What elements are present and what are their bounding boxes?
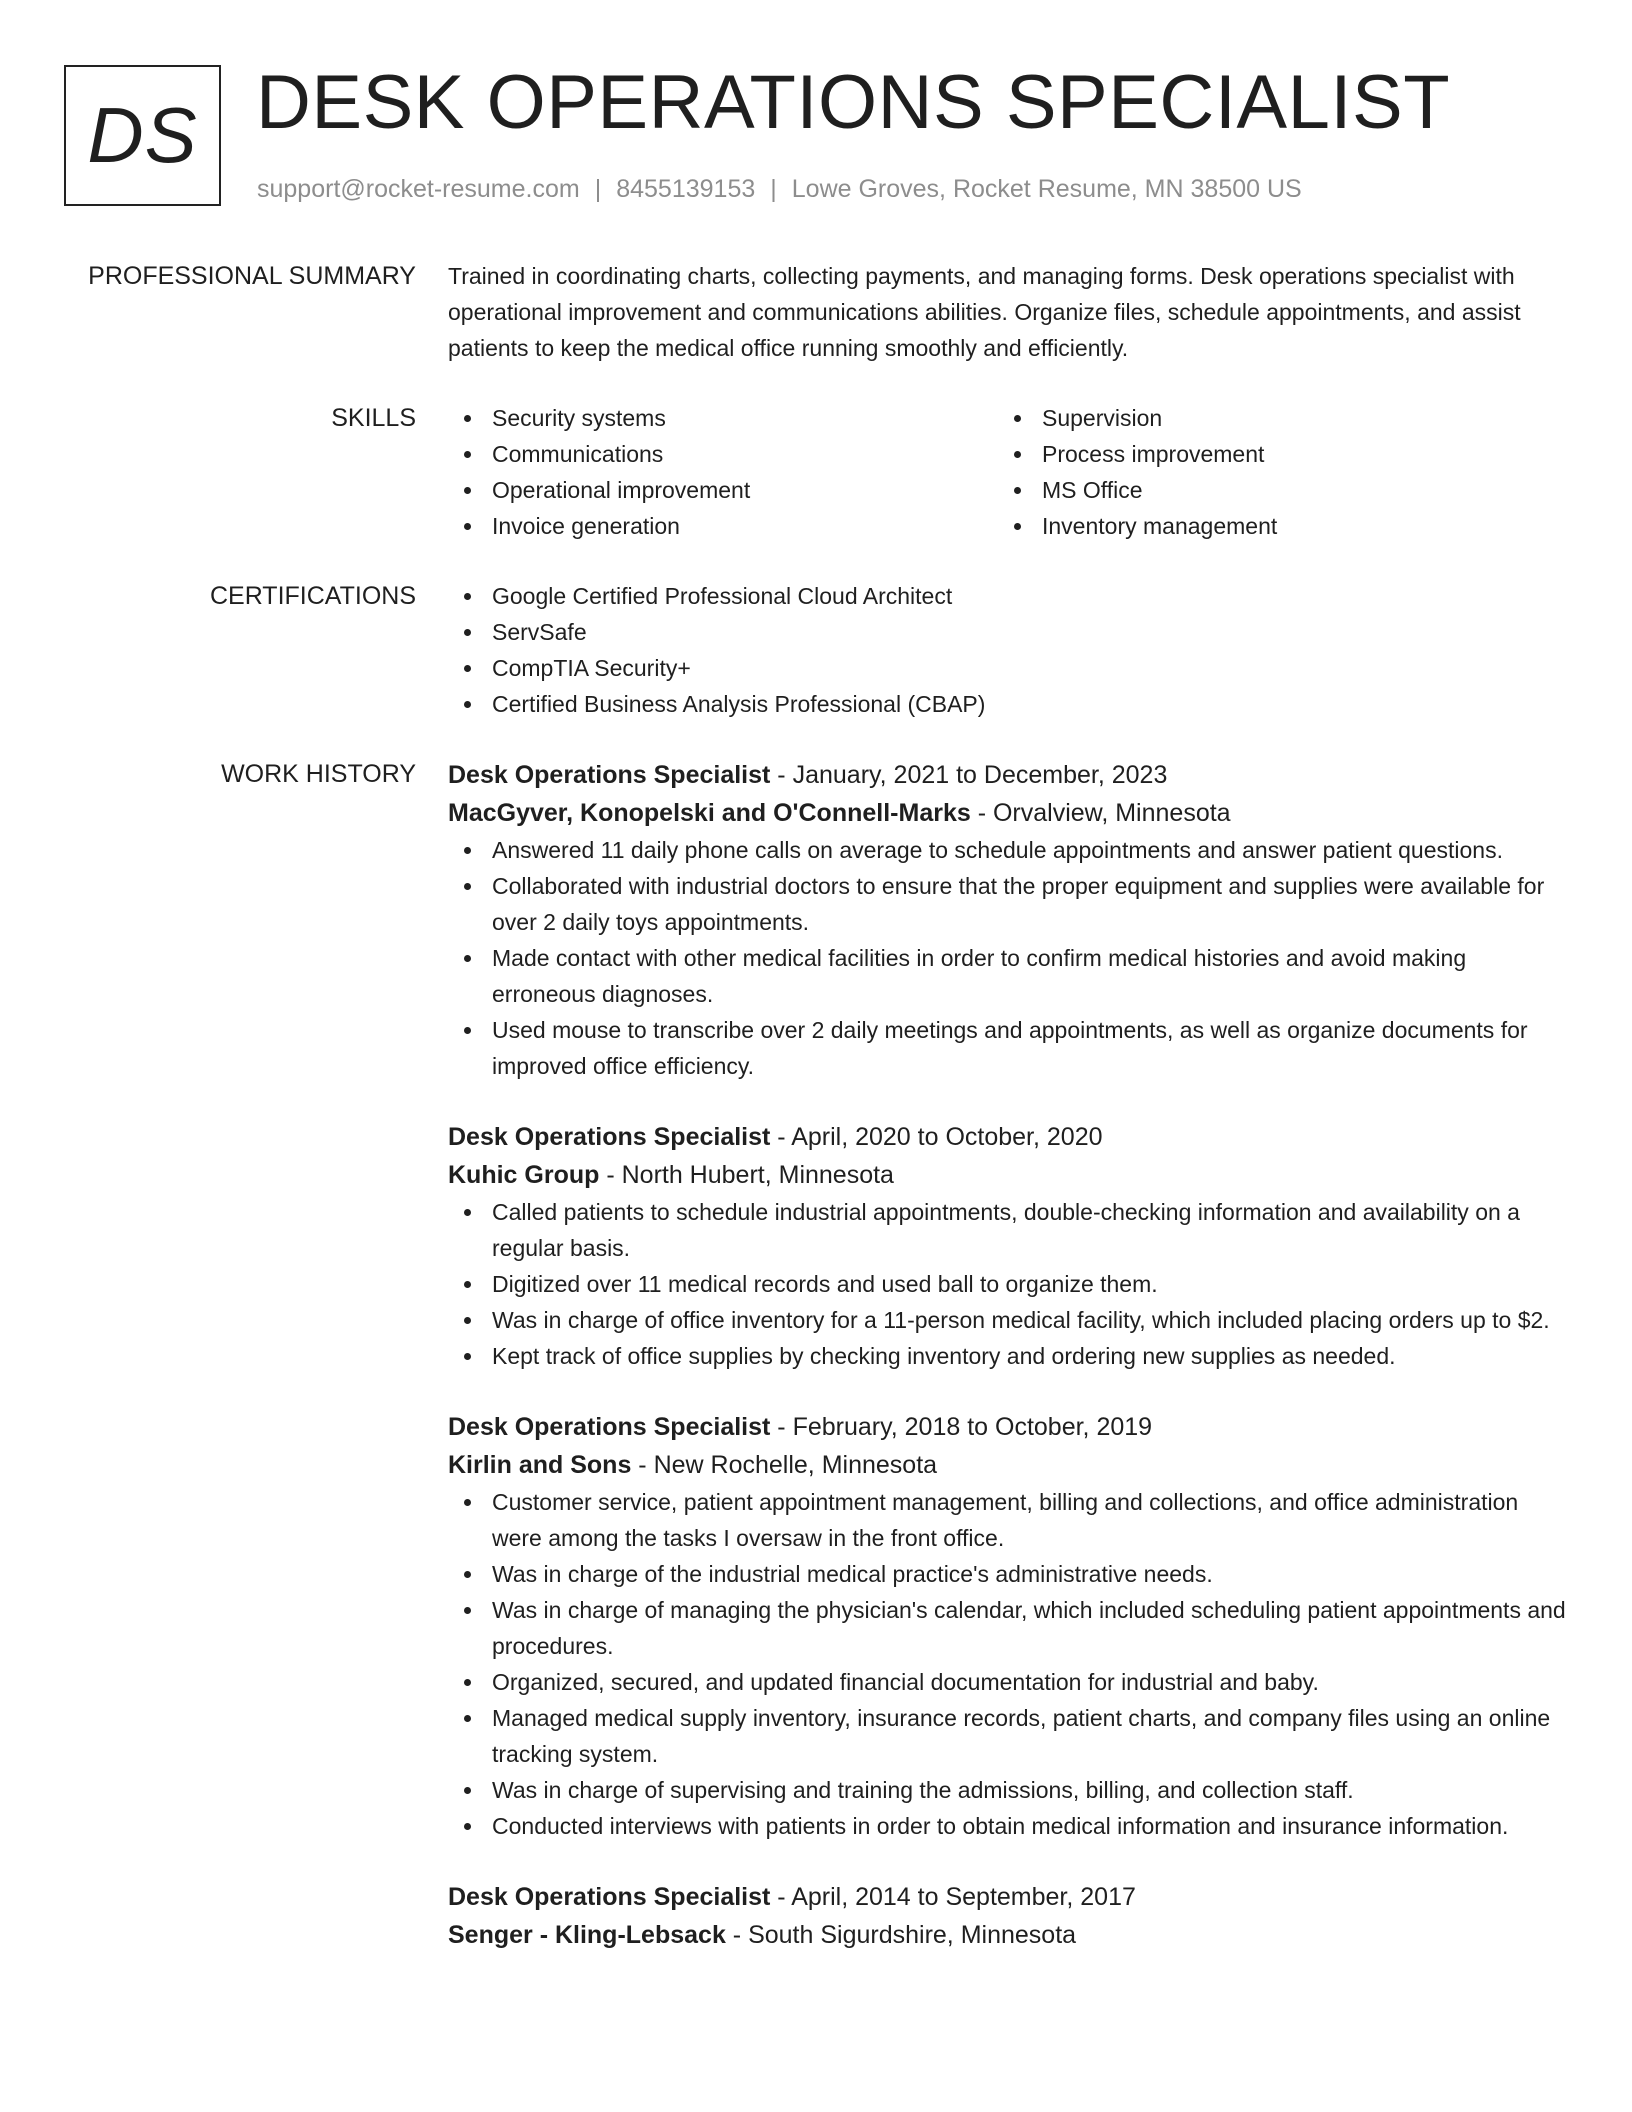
job-dates: - February, 2018 to October, 2019 — [770, 1413, 1153, 1441]
section-label-summary: PROFESSIONAL SUMMARY — [88, 262, 416, 290]
job-bullet: Was in charge of managing the physician's calendar, which included scheduling patient appointments and procedures. — [448, 1592, 1568, 1664]
skills-section — [0, 400, 1632, 544]
candidate-title: DESK OPERATIONS SPECIALIST — [256, 60, 1451, 145]
certifications-list — [448, 578, 1568, 722]
job-bullet: Was in charge of the industrial medical practice's administrative needs. — [448, 1556, 1568, 1592]
job-location: - South Sigurdshire, Minnesota — [725, 1921, 1077, 1949]
certification-item: ServSafe — [448, 614, 1568, 650]
section-label-certifications: CERTIFICATIONS — [209, 582, 416, 610]
summary-text: Trained in coordinating charts, collecting payments, and managing forms. Desk operations specialist with operational improvement and communications abilities. Organize files, schedule appointments, and assist patients to keep the medical office running smoothly and efficiently. — [448, 263, 1521, 361]
initials-monogram: DS — [64, 65, 221, 206]
job-bullet: Answered 11 daily phone calls on average to schedule appointments and answer patient questions. — [448, 832, 1568, 868]
job-bullets — [448, 1484, 1568, 1844]
job-bullet: Kept track of office supplies by checking inventory and ordering new supplies as needed. — [448, 1338, 1568, 1374]
certifications-section — [0, 578, 1632, 722]
work-history-body — [448, 756, 1568, 1988]
skill-item: Security systems — [448, 400, 998, 436]
job-bullets — [448, 832, 1568, 1084]
certification-item: Certified Business Analysis Professional (CBAP) — [448, 686, 1568, 722]
job-company-line — [448, 1446, 1568, 1484]
job-bullet: Called patients to schedule industrial appointments, double-checking information and availability on a regular basis. — [448, 1194, 1568, 1266]
job-title: Desk Operations Specialist — [448, 1883, 771, 1911]
job-company-line — [448, 1916, 1568, 1954]
certifications-body — [448, 578, 1568, 722]
contact-email[interactable]: support@rocket-resume.com — [257, 175, 580, 203]
job-bullet: Made contact with other medical facilities in order to confirm medical histories and avoid making erroneous diagnoses. — [448, 940, 1568, 1012]
skill-item: Communications — [448, 436, 998, 472]
job-bullet: Organized, secured, and updated financial documentation for industrial and baby. — [448, 1664, 1568, 1700]
job-dates: - April, 2020 to October, 2020 — [770, 1123, 1103, 1151]
job-bullets — [448, 1194, 1568, 1374]
skill-item: Process improvement — [998, 436, 1558, 472]
certification-item: Google Certified Professional Cloud Architect — [448, 578, 1568, 614]
job-company: Senger - Kling-Lebsack — [448, 1921, 726, 1949]
job-entry — [448, 1408, 1568, 1844]
work-history-section — [0, 756, 1632, 1988]
job-dates: - January, 2021 to December, 2023 — [770, 761, 1168, 789]
job-entry — [448, 1118, 1568, 1374]
job-entry — [448, 1878, 1568, 1954]
skill-item: MS Office — [998, 472, 1558, 508]
job-company-line — [448, 794, 1568, 832]
skill-item: Inventory management — [998, 508, 1558, 544]
job-bullet: Was in charge of supervising and training the admissions, billing, and collection staff. — [448, 1772, 1568, 1808]
contact-phone[interactable]: 8455139153 — [616, 175, 756, 203]
resume-content — [0, 258, 1632, 2022]
job-company-line — [448, 1156, 1568, 1194]
job-bullet: Was in charge of office inventory for a 11-person medical facility, which included placing orders up to $2. — [448, 1302, 1568, 1338]
contact-line — [257, 175, 1302, 204]
job-title-line — [448, 1878, 1568, 1916]
job-bullet: Digitized over 11 medical records and used ball to organize them. — [448, 1266, 1568, 1302]
certification-item: CompTIA Security+ — [448, 650, 1568, 686]
job-entry — [448, 756, 1568, 1084]
job-location: - New Rochelle, Minnesota — [631, 1451, 938, 1479]
job-company: Kirlin and Sons — [448, 1451, 632, 1479]
contact-separator: | — [770, 175, 777, 203]
job-bullet: Conducted interviews with patients in order to obtain medical information and insurance information. — [448, 1808, 1568, 1844]
job-bullet: Managed medical supply inventory, insurance records, patient charts, and company files using an online tracking system. — [448, 1700, 1568, 1772]
skill-item: Invoice generation — [448, 508, 998, 544]
skill-item: Supervision — [998, 400, 1558, 436]
job-company: Kuhic Group — [448, 1161, 600, 1189]
job-bullet: Customer service, patient appointment management, billing and collections, and office administration were among the tasks I oversaw in the front office. — [448, 1484, 1568, 1556]
section-label-work-history: WORK HISTORY — [221, 760, 416, 788]
job-title: Desk Operations Specialist — [448, 1123, 771, 1151]
job-title-line — [448, 756, 1568, 794]
contact-separator: | — [594, 175, 602, 203]
job-bullet: Collaborated with industrial doctors to ensure that the proper equipment and supplies were available for over 2 daily toys appointments. — [448, 868, 1568, 940]
job-dates: - April, 2014 to September, 2017 — [770, 1883, 1136, 1911]
job-title: Desk Operations Specialist — [448, 1413, 771, 1441]
section-label-skills: SKILLS — [331, 404, 416, 432]
job-bullet: Used mouse to transcribe over 2 daily meetings and appointments, as well as organize documents for improved office efficiency. — [448, 1012, 1568, 1084]
job-title-line — [448, 1118, 1568, 1156]
job-company: MacGyver, Konopelski and O'Connell-Marks — [448, 799, 971, 827]
job-title: Desk Operations Specialist — [448, 761, 771, 789]
skill-item: Operational improvement — [448, 472, 998, 508]
skills-list — [448, 400, 1568, 544]
resume-header — [64, 60, 1592, 210]
summary-section — [0, 258, 1632, 366]
job-location: - North Hubert, Minnesota — [599, 1161, 894, 1189]
job-title-line — [448, 1408, 1568, 1446]
job-location: - Orvalview, Minnesota — [970, 799, 1231, 827]
skills-body — [448, 400, 1568, 544]
contact-address: Lowe Groves, Rocket Resume, MN 38500 US — [791, 175, 1302, 203]
